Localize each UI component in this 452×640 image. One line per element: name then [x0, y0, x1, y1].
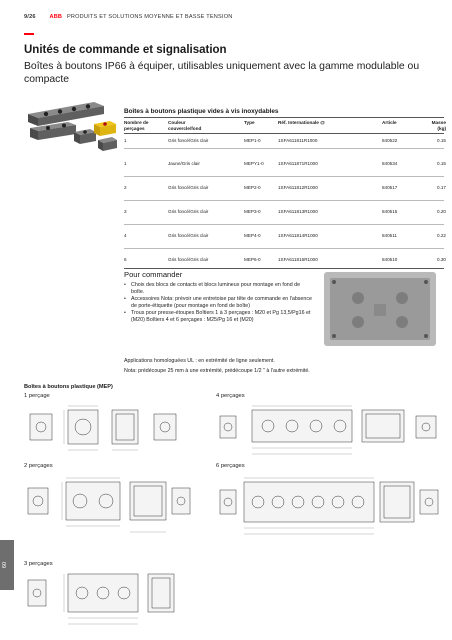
- open-box-photo: [318, 268, 444, 350]
- drawing-label-2: 2 perçages: [24, 463, 53, 469]
- drawing-label-3: 3 perçages: [24, 561, 53, 567]
- drawing-label-1: 1 perçage: [24, 393, 50, 399]
- table-header-rule: [124, 133, 444, 134]
- col-header-ref: Réf. Internationale @: [278, 120, 325, 125]
- drawing-label-6: 6 perçages: [216, 463, 245, 469]
- precut-note: Nota: prédécoupe 25 mm à une extrémité, prédécoupe 1/2 " à l'autre extrémité.: [124, 368, 310, 374]
- table-top-rule: [124, 117, 444, 118]
- page-subtitle: Boîtes à boutons IP66 à équiper, utilisables uniquement avec la gamme modulable ou compacte: [24, 61, 420, 85]
- col-header-article: Article: [382, 120, 397, 125]
- product-photo: [24, 96, 118, 156]
- col-header-holes: Nombre de perçages: [124, 120, 149, 131]
- drawing-6-holes: [216, 472, 444, 560]
- col-header-type: Type: [244, 120, 255, 125]
- table-title: Boîtes à boutons plastique vides à vis inoxydables: [124, 108, 279, 115]
- header-title: PRODUITS ET SOLUTIONS MOYENNE ET BASSE TENSION: [66, 14, 233, 20]
- brand-logo: ABB: [49, 14, 63, 20]
- list-item: • Trous pour presse-étoupes Boîtiers 1 à 3 perçages : M20 et Pg 13,5/Pg16 et (M20) Boîtiers 4 et 6 perçages : M25/Pg 16 et (M20): [124, 310, 314, 323]
- col-header-mass: Masse (kg): [431, 120, 446, 131]
- drawing-label-4: 4 perçages: [216, 393, 245, 399]
- page-number: 9/26: [24, 14, 36, 20]
- side-tab-label: 60: [2, 561, 9, 569]
- drawing-4-holes: [216, 402, 444, 460]
- list-item: • Accessoires Nota: prévoir une entretoise par tête de commande en l'absence de porte-étiquette (pour montage en fond de boîte): [124, 296, 314, 309]
- drawing-1-hole: [24, 402, 194, 460]
- page-header: [24, 14, 233, 20]
- drawings-section-title: Boîtes à boutons plastique (MEP): [24, 384, 113, 390]
- col-header-color: Couleur couvercle/fond: [168, 120, 202, 131]
- section-side-tab: [0, 540, 14, 590]
- order-title: Pour commander: [124, 270, 183, 279]
- page-title: Unités de commande et signalisation: [24, 44, 227, 56]
- drawing-2-holes: [24, 472, 194, 552]
- order-bullets: [124, 282, 314, 324]
- drawing-3-holes: [24, 570, 194, 636]
- list-item: • Choix des blocs de contacts et blocs lumineux pour montage en fond de boîte.: [124, 282, 314, 295]
- ul-note: Applications homologuées UL : en extrémité de ligne seulement.: [124, 358, 275, 364]
- accent-bar: [24, 33, 34, 35]
